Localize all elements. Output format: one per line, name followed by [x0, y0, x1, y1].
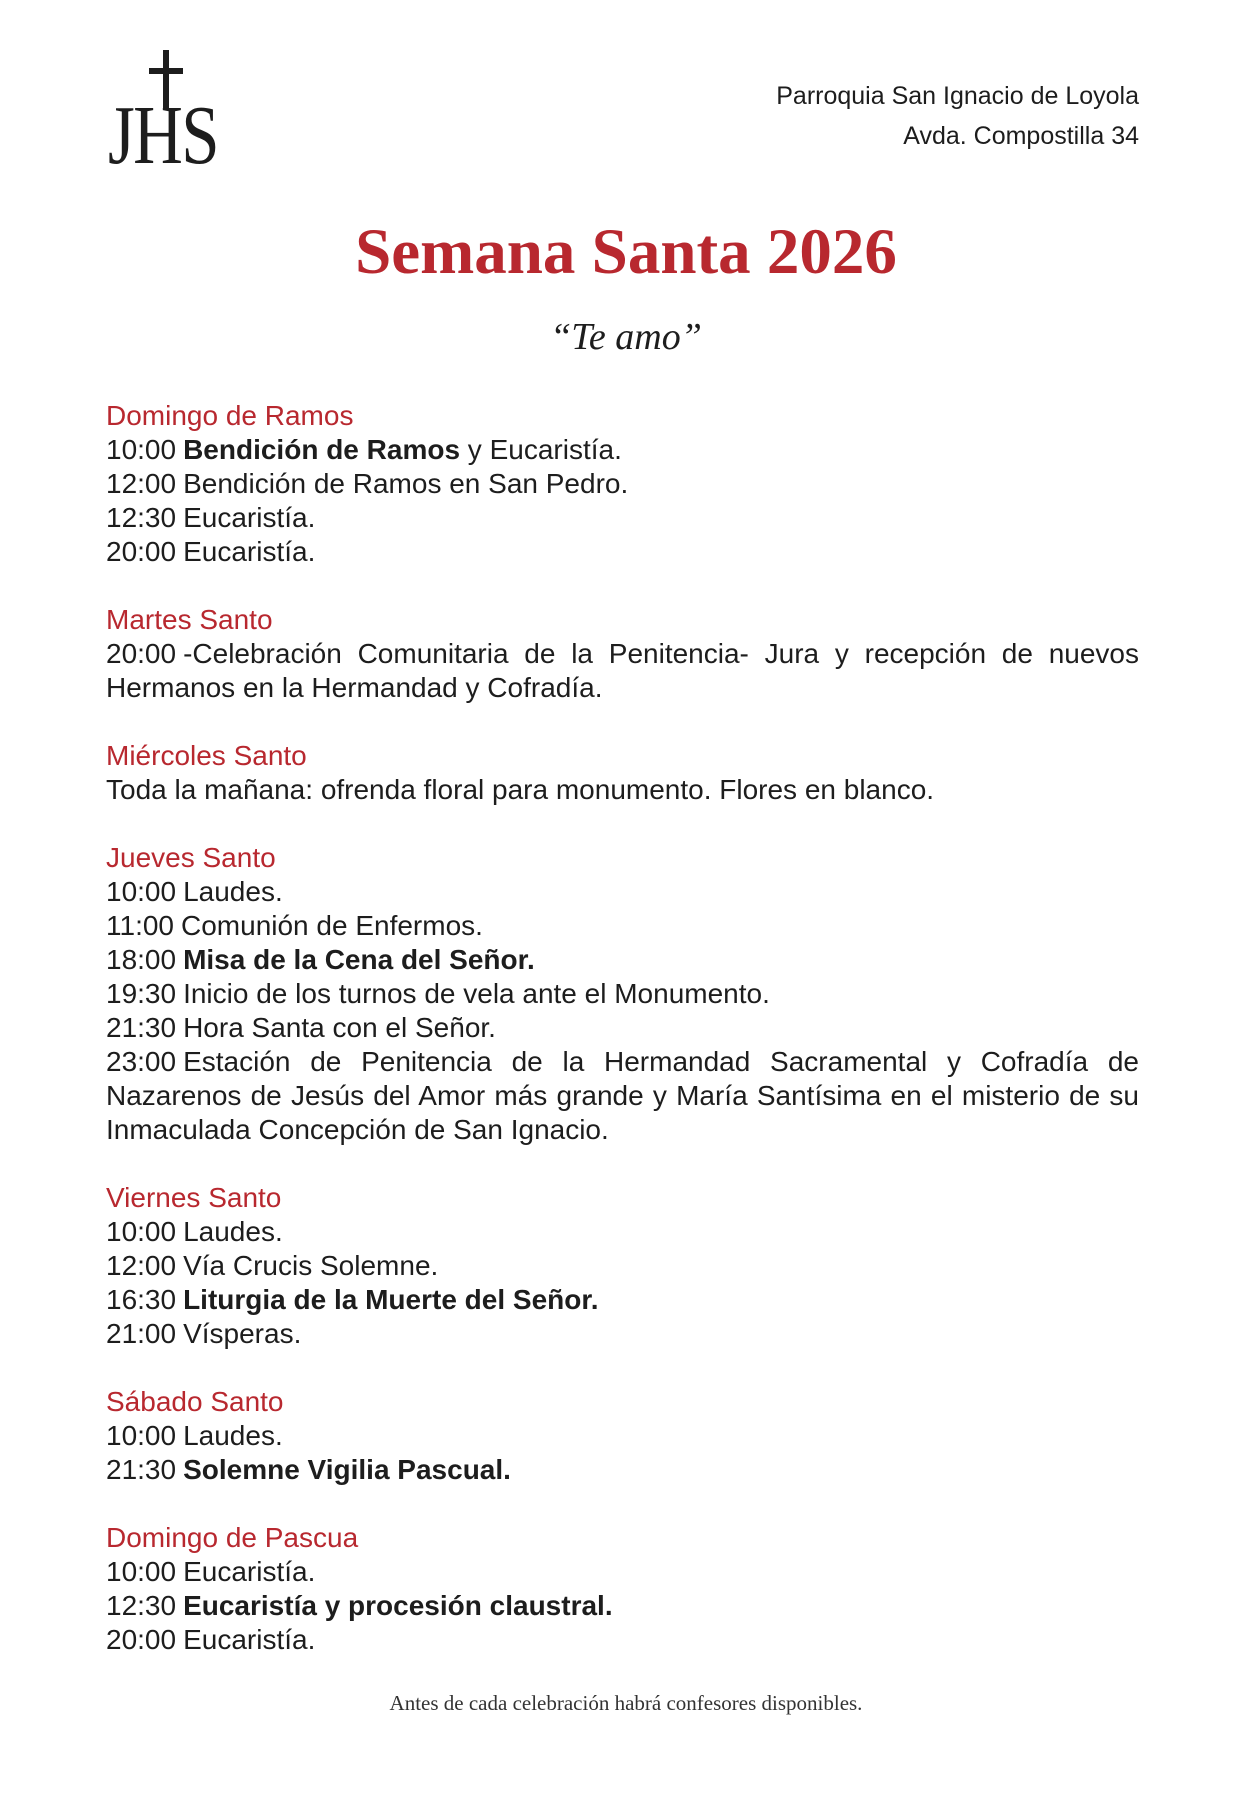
event-time: 21:30	[106, 1454, 177, 1485]
schedule-item	[106, 1283, 1139, 1317]
event-title-bold: Bendición de Ramos	[183, 434, 461, 465]
cross-icon-horizontal	[149, 68, 183, 74]
day-heading: Jueves Santo	[106, 842, 276, 873]
event-title-bold: Misa de la Cena del Señor.	[183, 944, 535, 975]
event-time: 11:00	[106, 910, 174, 941]
event-time: 10:00	[106, 876, 177, 907]
schedule-item	[106, 1045, 1139, 1147]
address-line-1: Parroquia San Ignacio de Loyola	[776, 82, 1139, 110]
event-description: Bendición de Ramos en San Pedro.	[183, 468, 629, 499]
event-description: Eucaristía.	[183, 536, 316, 567]
schedule-item	[106, 1317, 1139, 1351]
event-title-bold: Solemne Vigilia Pascual.	[183, 1454, 511, 1485]
day-section	[106, 1521, 1139, 1657]
event-time: 10:00	[106, 1216, 177, 1247]
day-section	[106, 1181, 1139, 1351]
day-heading: Domingo de Ramos	[106, 400, 354, 431]
event-description: Eucaristía.	[183, 502, 316, 533]
schedule-item	[106, 977, 1139, 1011]
event-time: 21:00	[106, 1318, 177, 1349]
schedule-item	[106, 1011, 1139, 1045]
schedule-item	[106, 433, 1139, 467]
day-section	[106, 603, 1139, 705]
event-title-bold: Liturgia de la Muerte del Señor.	[183, 1284, 599, 1315]
footer-note: Antes de cada celebración habrá confesores disponibles.	[389, 1691, 863, 1715]
event-time: 12:00	[106, 1250, 177, 1281]
event-description: Laudes.	[183, 1420, 283, 1451]
schedule-item	[106, 501, 1139, 535]
event-description: Estación de Penitencia de la Hermandad Sacramental y Cofradía de Nazarenos de Jesús del Amor más grande y María Santísima en el misterio de su Inmaculada Concepción de San Ignacio.	[106, 1046, 1139, 1145]
event-description: Laudes.	[183, 1216, 283, 1247]
event-time: 12:30	[106, 1590, 177, 1621]
address-line-2: Avda. Compostilla 34	[903, 122, 1139, 150]
event-time: 20:00	[106, 536, 177, 567]
day-section	[106, 841, 1139, 1147]
page-title: Semana Santa 2026	[355, 216, 897, 288]
schedule-item	[106, 535, 1139, 569]
event-description: -Celebración Comunitaria de la Penitencia- Jura y recepción de nuevos Hermanos en la Hermandad y Cofradía.	[106, 638, 1139, 703]
schedule-item	[106, 1453, 1139, 1487]
event-time: 20:00	[106, 638, 177, 669]
schedule-item	[106, 943, 1139, 977]
page-subtitle: “Te amo”	[550, 316, 702, 358]
parish-address	[776, 76, 1139, 156]
day-heading: Martes Santo	[106, 604, 273, 635]
day-section	[106, 739, 1139, 807]
day-section	[106, 399, 1139, 569]
schedule-item	[106, 1623, 1139, 1657]
schedule-item	[106, 1589, 1139, 1623]
day-section	[106, 1385, 1139, 1487]
logo-letters: JHS	[108, 89, 218, 182]
schedule-item	[106, 1215, 1139, 1249]
jhs-logo	[104, 50, 244, 182]
schedule-item	[106, 1555, 1139, 1589]
schedule-item	[106, 637, 1139, 705]
schedule-item	[106, 1419, 1139, 1453]
day-heading: Domingo de Pascua	[106, 1522, 359, 1553]
event-time: 18:00	[106, 944, 177, 975]
schedule-item	[106, 909, 1139, 943]
schedule-item	[106, 1249, 1139, 1283]
schedule	[106, 399, 1139, 1691]
event-time: 10:00	[106, 1556, 177, 1587]
event-time: 16:30	[106, 1284, 177, 1315]
event-time: 23:00	[106, 1046, 177, 1077]
event-time: 19:30	[106, 978, 177, 1009]
event-time: 10:00	[106, 434, 177, 465]
day-heading: Viernes Santo	[106, 1182, 282, 1213]
event-time: 20:00	[106, 1624, 177, 1655]
event-description: Hora Santa con el Señor.	[183, 1012, 496, 1043]
event-description: Inicio de los turnos de vela ante el Monumento.	[183, 978, 770, 1009]
event-time: 12:30	[106, 502, 177, 533]
schedule-item	[106, 467, 1139, 501]
event-description: Toda la mañana: ofrenda floral para monumento. Flores en blanco.	[106, 774, 935, 805]
event-title-bold: Eucaristía y procesión claustral.	[183, 1590, 613, 1621]
day-heading: Miércoles Santo	[106, 740, 307, 771]
event-description: y Eucaristía.	[460, 434, 622, 465]
schedule-item	[106, 875, 1139, 909]
event-description: Vía Crucis Solemne.	[183, 1250, 439, 1281]
event-time: 12:00	[106, 468, 177, 499]
day-heading: Sábado Santo	[106, 1386, 284, 1417]
event-description: Eucaristía.	[183, 1556, 316, 1587]
schedule-item	[106, 773, 1139, 807]
event-description: Comunión de Enfermos.	[181, 910, 483, 941]
event-description: Vísperas.	[183, 1318, 302, 1349]
event-description: Eucaristía.	[183, 1624, 316, 1655]
event-description: Laudes.	[183, 876, 283, 907]
event-time: 21:30	[106, 1012, 177, 1043]
event-time: 10:00	[106, 1420, 177, 1451]
